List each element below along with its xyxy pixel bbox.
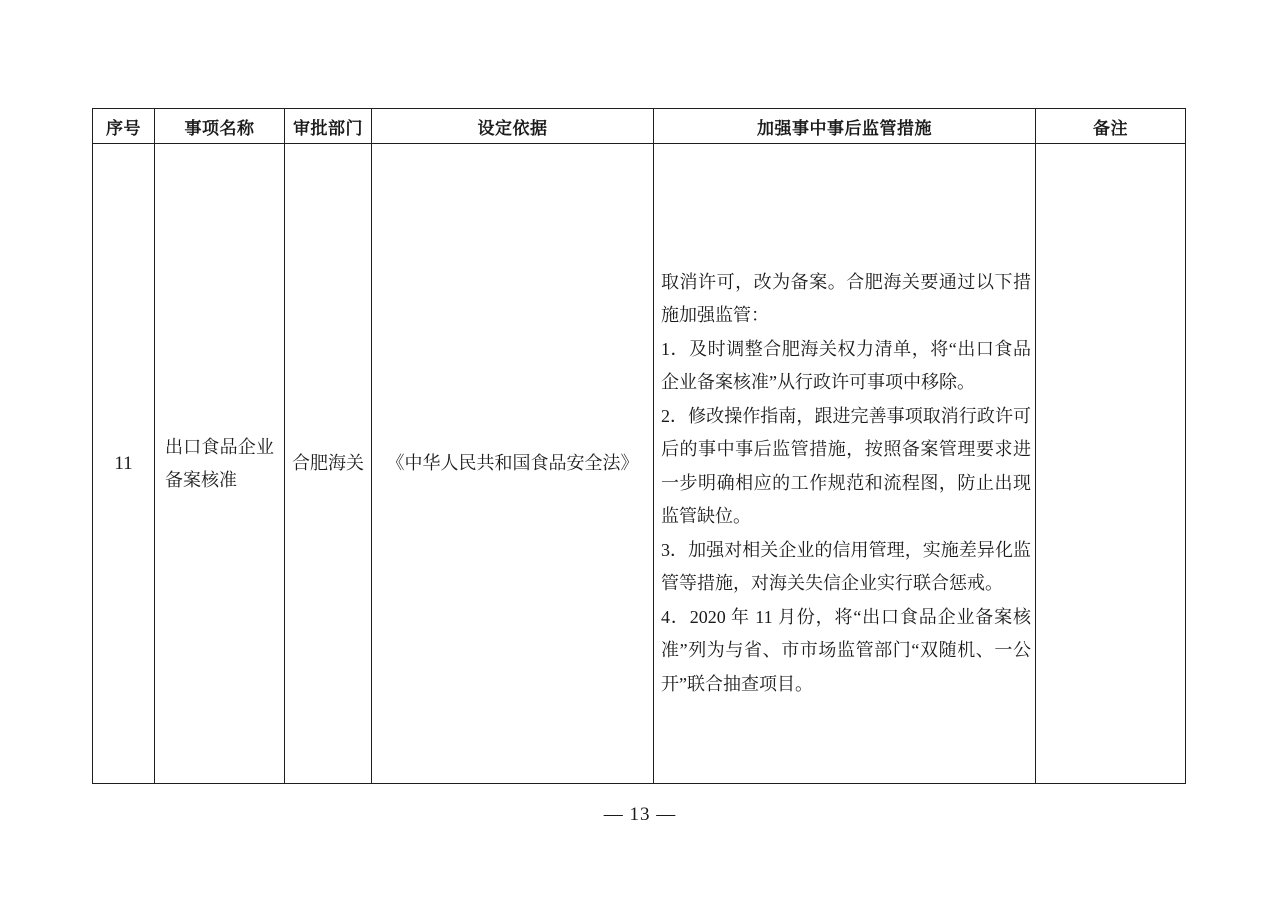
basis-cell: 《中华人民共和国食品安全法》 bbox=[372, 144, 654, 784]
table-row bbox=[93, 144, 1186, 784]
measure-paragraph: 2．修改操作指南，跟进完善事项取消行政许可后的事中事后监管措施，按照备案管理要求进一步明确相应的工作规范和流程图，防止出现监管缺位。 bbox=[661, 405, 1031, 527]
remark-cell bbox=[1036, 144, 1186, 784]
header-item-name: 事项名称 bbox=[155, 109, 285, 144]
measure-paragraph: 取消许可，改为备案。合肥海关要通过以下措施加强监管： bbox=[661, 271, 1031, 326]
header-index: 序号 bbox=[93, 109, 155, 144]
header-basis: 设定依据 bbox=[372, 109, 654, 144]
header-remark: 备注 bbox=[1036, 109, 1186, 144]
item-name-cell: 出口食品企业备案核准 bbox=[155, 144, 285, 784]
header-department: 审批部门 bbox=[285, 109, 372, 144]
measure-paragraph: 1．及时调整合肥海关权力清单，将“出口食品企业备案核准”从行政许可事项中移除。 bbox=[661, 338, 1031, 393]
measure-paragraph: 4．2020 年 11 月份，将“出口食品企业备案核准”列为与省、市市场监管部门“双随机、一公开”联合抽查项目。 bbox=[661, 606, 1031, 694]
measure-paragraph: 3．加强对相关企业的信用管理，实施差异化监管等措施，对海关失信企业实行联合惩戒。 bbox=[661, 539, 1031, 594]
header-measures: 加强事中事后监管措施 bbox=[654, 109, 1036, 144]
table-header-row bbox=[93, 109, 1186, 144]
row-index-cell: 11 bbox=[93, 144, 155, 784]
department-cell: 合肥海关 bbox=[285, 144, 372, 784]
page-number: — 13 — bbox=[603, 804, 677, 825]
approval-items-table bbox=[92, 108, 1186, 784]
measures-cell bbox=[654, 144, 1036, 784]
